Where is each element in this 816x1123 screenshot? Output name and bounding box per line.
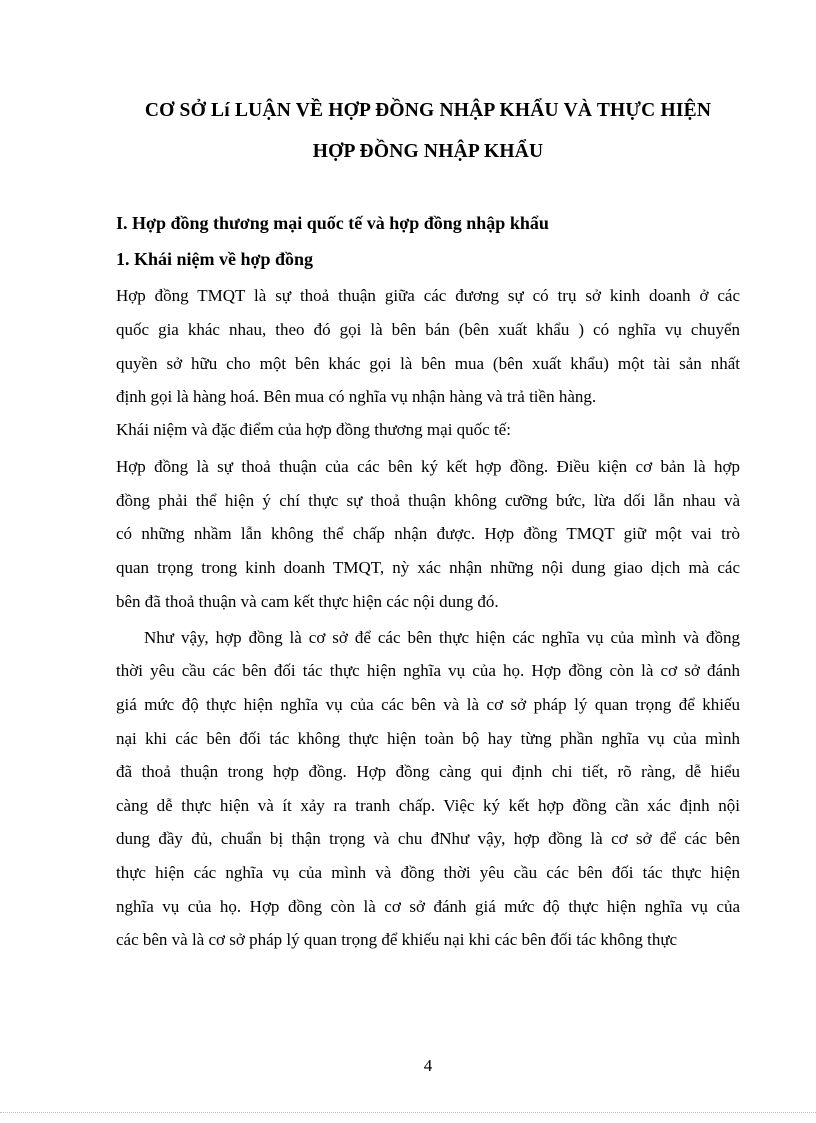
body-line: thời yêu cầu các bên đối tác thực hiện nghĩa vụ của họ. Hợp đồng còn là cơ sở đánh	[116, 661, 740, 680]
body-line: Hợp đồng là sự thoả thuận của các bên ký kết hợp đồng. Điều kiện cơ bản là hợp	[116, 457, 740, 476]
page-number: 4	[423, 1056, 433, 1075]
body-line: quan trọng trong kinh doanh TMQT, nỳ xác nhận những nội dung giao dịch mà các	[116, 558, 740, 577]
body-line: nại khi các bên đối tác không thực hiện toàn bộ hay từng phần nghĩa vụ của mình	[116, 729, 740, 748]
document-title-line-2: HỢP ĐỒNG NHẬP KHẨU	[312, 141, 544, 162]
subsection-heading: 1. Khái niệm về hợp đồng	[116, 249, 314, 269]
body-line: định gọi là hàng hoá. Bên mua có nghĩa vụ nhận hàng và trả tiền hàng.	[116, 387, 597, 406]
body-line: Hợp đồng TMQT là sự thoả thuận giữa các đương sự có trụ sở kinh doanh ở các	[116, 286, 740, 305]
body-line: nghĩa vụ của họ. Hợp đồng còn là cơ sở đánh giá mức độ thực hiện nghĩa vụ của	[116, 897, 740, 916]
body-line: quốc gia khác nhau, theo đó gọi là bên bán (bên xuất khẩu ) có nghĩa vụ chuyển	[116, 320, 740, 339]
body-line: bên đã thoả thuận và cam kết thực hiện các nội dung đó.	[116, 592, 499, 611]
body-line: càng dễ thực hiện và ít xảy ra tranh chấp. Việc ký kết hợp đồng cần xác định nội	[116, 796, 740, 815]
body-line: dung đầy đủ, chuẩn bị thận trọng và chu đNhư vậy, hợp đồng là cơ sở để các bên	[116, 829, 740, 848]
document-title-line-1: CƠ SỞ Lí LUẬN VỀ HỢP ĐỒNG NHẬP KHẨU VÀ THỰC HIỆN	[144, 100, 712, 121]
body-line: thực hiện các nghĩa vụ của mình và đồng thời yêu cầu các bên đối tác thực hiện	[116, 863, 740, 882]
body-line: quyền sở hữu cho một bên khác gọi là bên mua (bên xuất khẩu) một tài sản nhất	[116, 354, 740, 373]
body-line: Khái niệm và đặc điểm của hợp đồng thương mại quốc tế:	[116, 420, 511, 439]
body-line: các bên và là cơ sở pháp lý quan trọng để khiếu nại khi các bên đối tác không thực	[116, 930, 678, 949]
body-line: Như vậy, hợp đồng là cơ sở để các bên thực hiện các nghĩa vụ của mình và đồng	[144, 628, 740, 647]
body-line: giá mức độ thực hiện nghĩa vụ của các bên và là cơ sở pháp lý quan trọng để khiếu	[116, 695, 740, 714]
page-bottom-divider	[0, 1112, 816, 1113]
body-line: đồng phải thể hiện ý chí thực sự thoả thuận không cưỡng bức, lừa dối lẫn nhau và	[116, 491, 740, 510]
section-heading: I. Hợp đồng thương mại quốc tế và hợp đồng nhập khẩu	[116, 213, 549, 233]
body-line: đã thoả thuận trong hợp đồng. Hợp đồng càng qui định chi tiết, rõ ràng, dễ hiểu	[116, 762, 740, 781]
body-line: có những nhầm lẫn không thể chấp nhận được. Hợp đồng TMQT giữ một vai trò	[116, 524, 740, 543]
